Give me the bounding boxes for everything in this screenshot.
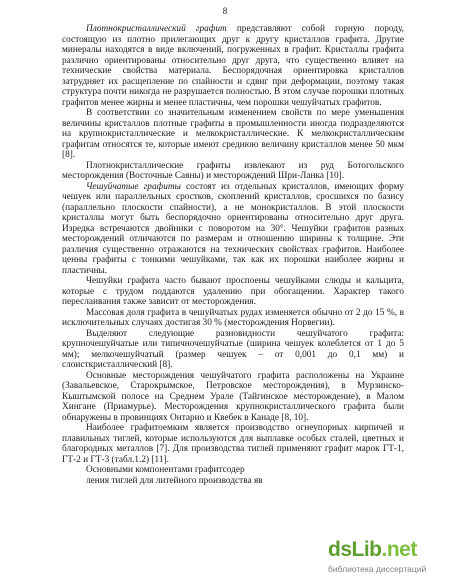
paragraph [62, 182, 404, 277]
paragraph [62, 465, 404, 476]
paragraph-lead-term: Плотнокристаллический графит [86, 24, 227, 34]
paragraph-text: Выделяют следующие разновидности чешуйчатого графита: крупночешуйчатые или типичночешуйчатые (ширина чешуек колеблется от 1 до 5 мм); мелкочешуйчатый (размер чешуек – от 0,001 до 0,1 мм) и слоисткристаллический [8]. [62, 328, 404, 370]
paragraph-text: В соответствии со значительным изменением свойств по мере уменьшения величины кристаллов плотные графиты в промышленности иногда подразделяются на крупнокристаллические и мелкокристаллические. К мелкокристаллическим графитам относятся те, которые имеют среднюю величину кристаллов менее 50 мкм [8]. [62, 108, 404, 160]
paragraph [62, 161, 404, 182]
paragraph [62, 108, 404, 161]
paragraph-lead-term: Чешуйчатые графиты [86, 181, 181, 192]
watermark-logo-accent: .net [381, 538, 417, 561]
watermark-logo-main: dsLib [328, 538, 382, 561]
document-body [62, 24, 404, 486]
paragraph [62, 423, 404, 465]
paragraph [62, 329, 404, 371]
paragraph [62, 276, 404, 308]
paragraph [62, 24, 404, 108]
paragraph [62, 371, 404, 424]
paragraph-text: Массовая доля графита в чешуйчатых рудах изменяется обычно от 2 до 15 %, в исключительных случаях достигая 30 % (месторождения Норвегии). [62, 307, 404, 328]
page-number: 8 [222, 6, 228, 16]
paragraph-text: Основными компонентами графитсодер [86, 465, 245, 475]
paragraph-text: Чешуйки графита часто бывают проспоены чешуйками слюды и кальцита, которые с трудом поддаются удалению при обогащении. Характер такого переслаивания также зависит от месторождения. [62, 276, 404, 307]
paragraph-text: Наиболее графитоемким является производство огнеупорных кирпичей и плавильных тиглей, которые используются для выплавке особых сталей, цветных и благородных металлов [7]. Для производства тиглей применяют графит марок ГТ-1, ГТ-2 и ГТ-3 (табл.1.2) [11]. [62, 423, 404, 465]
paragraph-text: ления тиглей для литейного производства яв [86, 475, 263, 486]
watermark-subtitle: библиотека диссертаций [328, 564, 427, 574]
paragraph-text: состоят из отдельных кристаллов, имеющих форму чешуек или параллельных сростков, скоплений кристаллов, сросшихся по базису (параллельно плоскости спайности), а не монокристаллов. В этой плоскости кристаллы могут быть беспорядочно ориентированы относительно друг друга. Изредка встречаются двойники с поворотом на 30°. Чешуйки графитов разных месторождений отличаются по размерам и отношению ширины к толщине. Эти различия существенно отражаются на технических свойствах графитов. Наиболее ценны графиты с тонкими чешуйками, так как их порошки наиболее жирны и пластичны. [62, 181, 405, 276]
paragraph [62, 476, 404, 487]
paragraph [62, 308, 404, 329]
watermark [324, 536, 444, 578]
paragraph-text: Плотнокристаллические графиты извлекают из руд Ботогольского месторождения (Восточные Саяны) и месторождений Шри-Ланка [10]. [62, 160, 404, 181]
paragraph-text: представляют собой горную породу, состоящую из плотно прилегающих друг к другу кристаллов графита. Другие минералы находятся в виде включений, погруженных в графит. Кристаллы графита различно ориентированы относительно друг друга, что существенно влияет на технические свойства материала. Беспорядочная ориентировка кристаллов затрудняет их расщепление по спайности и сдвиг при деформации, поэтому такая структура почти никогда не разрушается полностью. В этом случае порошки плотных графитов менее жирны и менее пластичны, чем порошки чешуйчатых графитов. [62, 24, 404, 108]
paragraph-text: Основные месторождения чешуйчатого графита расположены на Украине (Завальевское, Старокрымское, Петровское месторождения), в Мурзинско-Кыштымской полосе на Среднем Урале (Тайгинское месторождение), в Малом Хингане (Приамурье). Месторождения крупнокристаллического графита были обнаружены в провинциях Онтарио и Квебек в Канаде [8, 10]. [62, 370, 404, 423]
watermark-logo [328, 538, 417, 562]
